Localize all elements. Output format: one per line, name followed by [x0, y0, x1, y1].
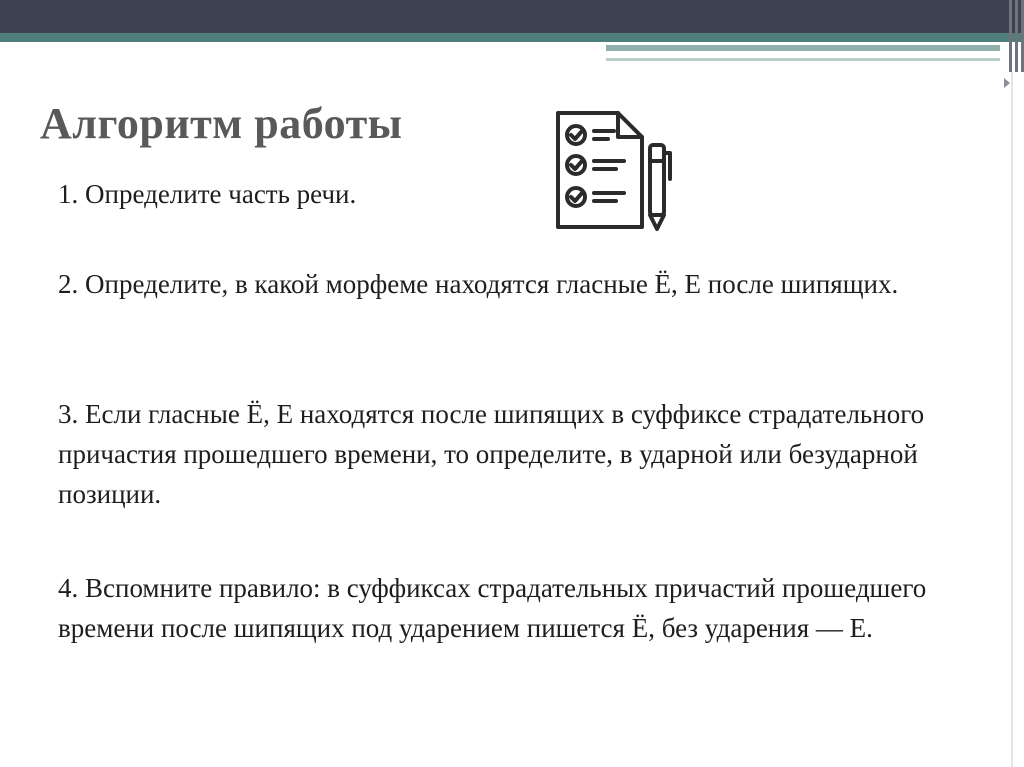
header-accent-bar	[606, 45, 1000, 51]
step-2: 2. Определите, в какой морфеме находятся гласные Ё, Е после шипящих.	[58, 269, 899, 299]
header-teal-bar	[0, 33, 1024, 42]
slide-title: Алгоритм работы	[40, 99, 403, 148]
corner-stripes	[994, 0, 1024, 72]
slide-arrow-icon	[1004, 78, 1010, 88]
checklist-with-pen-icon	[552, 105, 678, 235]
header-dark-bar	[0, 0, 1024, 33]
right-edge-line	[1011, 72, 1013, 767]
step-4: 4. Вспомните правило: в суффиксах страдательных причастий прошедшего времени после шипящих под ударением пишется Ё, без ударения — Е.	[58, 573, 927, 643]
header-accent-thin-bar	[606, 58, 1000, 61]
step-1: 1. Определите часть речи.	[58, 179, 357, 209]
step-3: 3. Если гласные Ё, Е находятся после шипящих в суффиксе страдательного причастия прошедшего времени, то определите, в ударной или безударной позиции.	[58, 399, 925, 509]
